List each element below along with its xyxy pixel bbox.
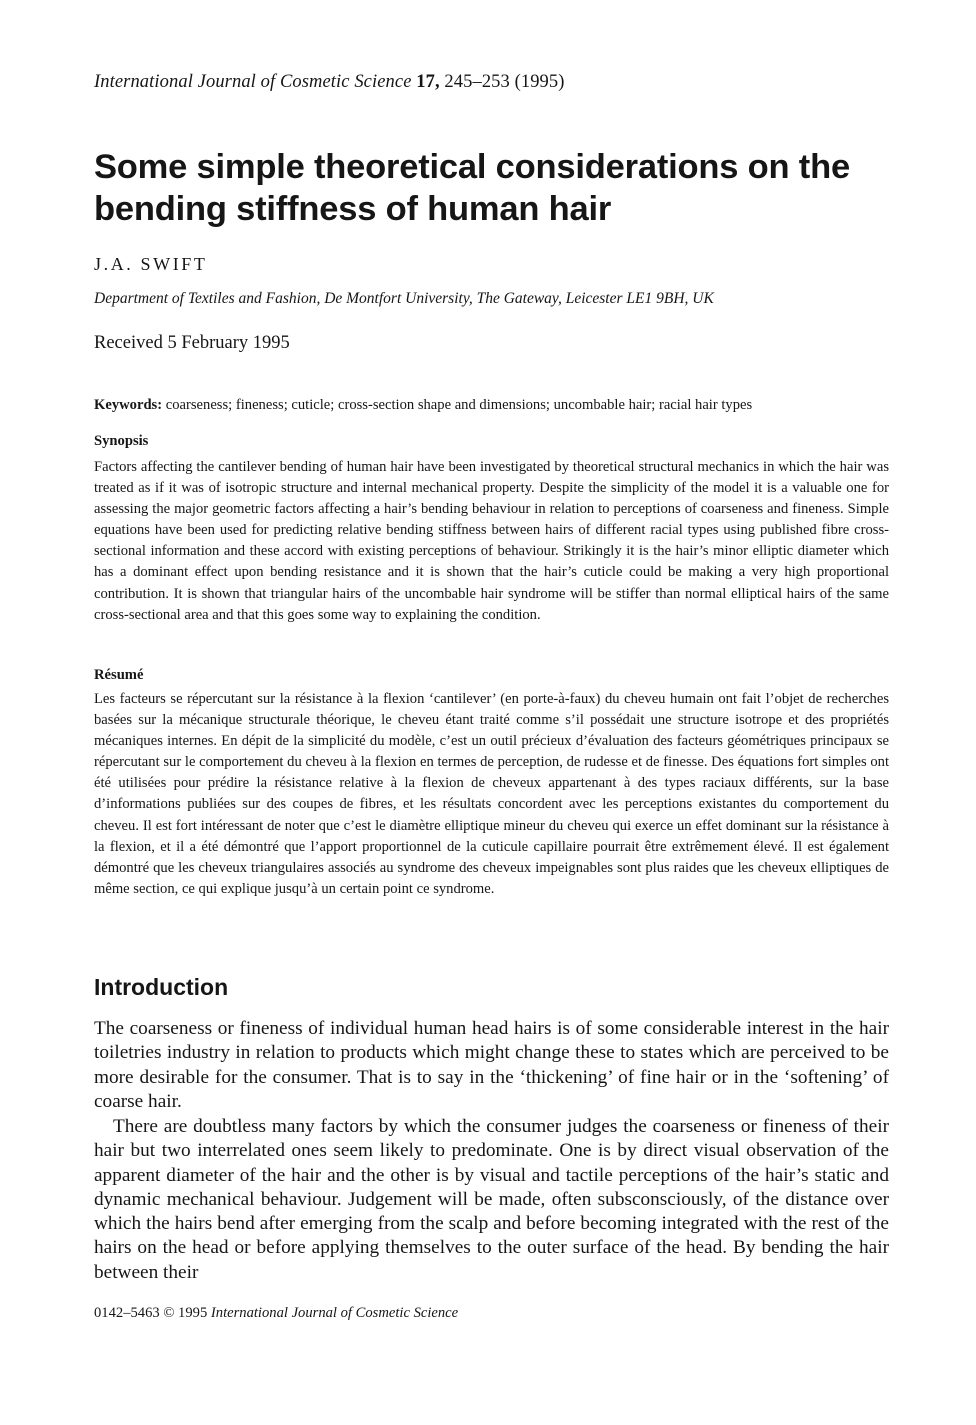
journal-name: International Journal of Cosmetic Science — [94, 72, 412, 92]
resume-text: Les facteurs se répercutant sur la résistance à la flexion ‘cantilever’ (en porte-à-faux) du cheveu humain ont fait l’objet de recherches basées sur la mécanique structurale théorique, le cheveu étant traité comme s’il possédait une structure isotrope et des propriétés mécaniques internes. En dépit de la simplicité du modèle, c’est un outil précieux d’évaluation des facteurs géométriques principaux se répercutant sur le comportement du cheveu à la flexion en termes de perception, de rudesse et de finesse. Des équations fort simples ont été utilisées pour prédire la résistance relative à la flexion de cheveux appartenant à des types raciaux différents, sur la base d’informations publiées sur des coupes de fibres, et les résultats concordent avec les perceptions existantes du comportement du cheveu. Il est fort intéressant de noter que c’est le diamètre elliptique mineur du cheveu qui exerce un effet dominant sur la résistance à la flexion, et il a été démontré que l’apport proportionnel de la cuticule capillaire pourrait être extrêmement élevé. Il est également démontré que les cheveux triangulaires associés au syndrome des cheveux impeignables sont plus raides que les cheveux elliptiques de même section, ce qui explique jusqu’à un certain point ce syndrome. — [94, 691, 889, 897]
footer-issn: 0142–5463 © 1995 — [94, 1305, 208, 1321]
author-name: J.A. SWIFT — [94, 254, 208, 274]
keywords-text: coarseness; fineness; cuticle; cross-section shape and dimensions; uncombable hair; racial hair types — [165, 397, 753, 413]
introduction-paragraph-2: There are doubtless many factors by which the consumer judges the coarseness or fineness of their hair but two interrelated ones seem likely to predominate. One is by direct visual observation of the apparent diameter of the hair and the other is by visual and tactile perceptions of the hair’s static and dynamic mechanical behaviour. Judgement will be made, often subsconsciously, of the distance over which the hairs bend after emerging from the scalp and before becoming integrated with the rest of the hairs on the head or before applying themselves to the outer surface of the head. By bending the hair between their — [94, 1116, 889, 1283]
resume-heading: Résumé — [94, 667, 144, 683]
introduction-heading: Introduction — [94, 974, 229, 1000]
author-affiliation: Department of Textiles and Fashion, De Montfort University, The Gateway, Leicester LE1 9BH, UK — [94, 290, 714, 307]
journal-volume: 17, — [416, 72, 440, 92]
footer-journal: International Journal of Cosmetic Science — [210, 1305, 459, 1321]
journal-citation — [94, 72, 565, 93]
page-footer — [94, 1305, 458, 1322]
received-date: Received 5 February 1995 — [94, 333, 290, 353]
article-title: Some simple theoretical considerations on the bending stiffness of human hair — [94, 148, 850, 228]
synopsis-heading: Synopsis — [94, 433, 149, 449]
keywords-label: Keywords: — [94, 397, 163, 413]
keywords-line — [94, 397, 752, 414]
journal-pages: 245–253 (1995) — [444, 72, 565, 92]
introduction-paragraph-1: The coarseness or fineness of individual human head hairs is of some considerable interest in the hair toiletries industry in relation to products which might change these to states which are perceived to be more desirable for the consumer. That is to say in the ‘thickening’ of fine hair or in the ‘softening’ of coarse hair. — [94, 1018, 889, 1112]
synopsis-text: Factors affecting the cantilever bending of human hair have been investigated by theoretical structural mechanics in which the hair was treated as if it was of isotropic structure and internal mechanical property. Despite the simplicity of the model it is a valuable one for assessing the major geometric factors affecting a hair’s bending behaviour in relation to perceptions of coarseness and fineness. Simple equations have been used for predicting relative bending stiffness between hairs of different racial types using published fibre cross-sectional information and these accord with existing perceptions of behaviour. Strikingly it is the hair’s minor elliptic diameter which has a dominant effect upon bending resistance and it is shown that the hair’s cuticle could be making a very high proportional contribution. It is shown that triangular hairs of the uncombable hair syndrome will be stiffer than normal elliptical hairs of the same cross-sectional area and that this goes some way to explaining the condition. — [94, 459, 889, 623]
